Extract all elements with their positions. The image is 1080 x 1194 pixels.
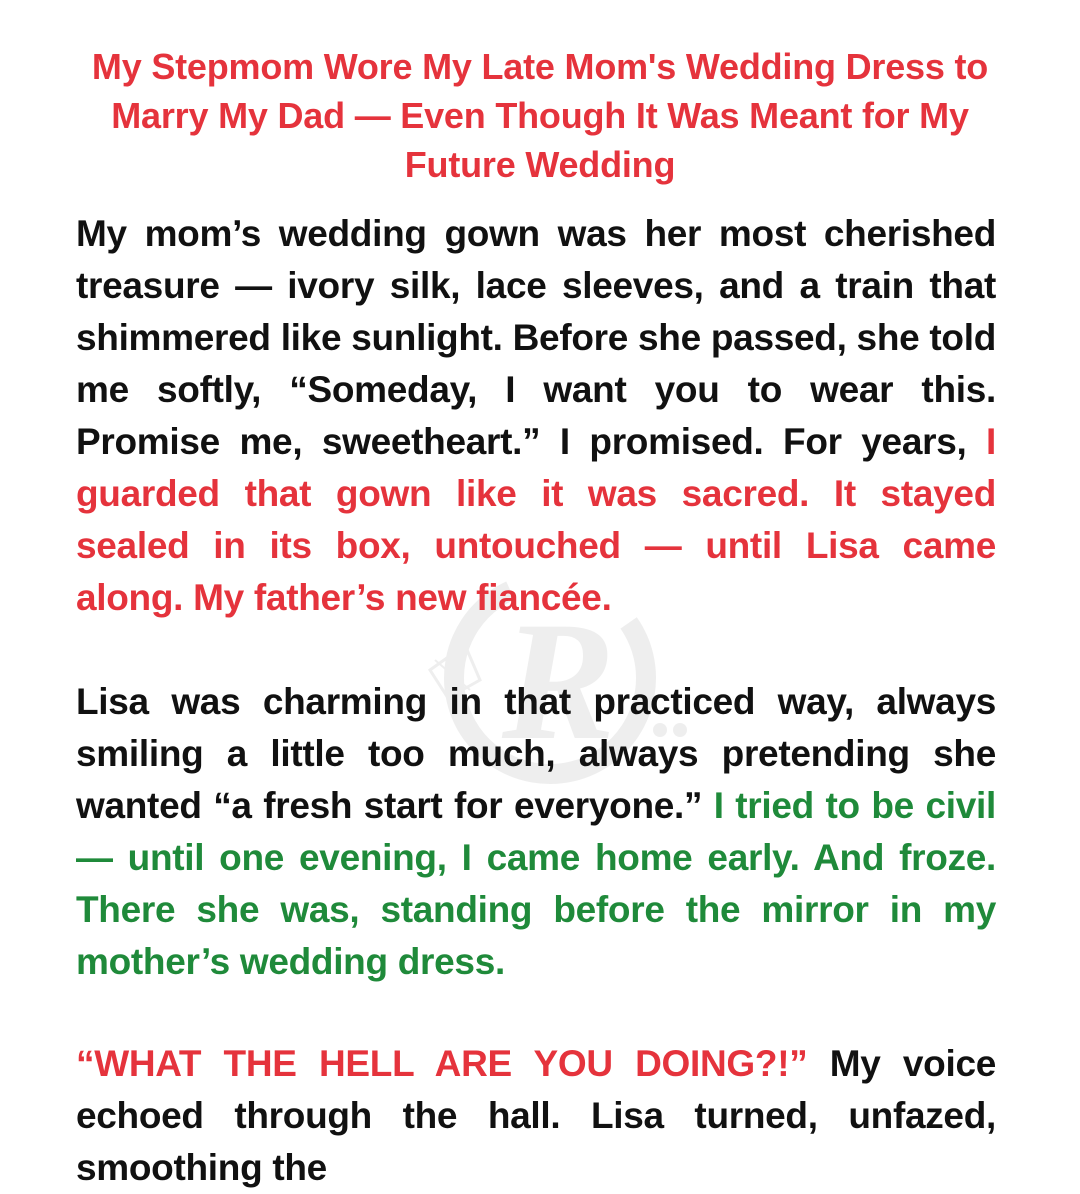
paragraph-2-highlight: I tried to be civil — until one evening, I came home early. And froze. There she was, standing before the mirror in my mother’s wedding dress. [76,785,996,982]
paragraph-3-text: My voice echoed through the hall. Lisa turned, unfazed, smoothing the [76,1043,996,1188]
paragraph-3 [76,1038,996,1194]
paragraph-2-text: Lisa was charming in that practiced way, always smiling a little too much, always pretending she wanted “a fresh start for everyone.” [76,681,996,826]
paragraph-3-highlight: “WHAT THE HELL ARE YOU DOING?!” [76,1043,808,1084]
paragraph-1-text: My mom’s wedding gown was her most cherished treasure — ivory silk, lace sleeves, and a train that shimmered like sunlight. Before she passed, she told me softly, “Someday, I want you to wear this. Promise me, sweetheart.” I promised. For years, [76,213,996,462]
article-title: My Stepmom Wore My Late Mom's Wedding Dress to Marry My Dad — Even Though It Was Meant for My Future Wedding [91,46,989,185]
paragraph-1-highlight: I guarded that gown like it was sacred. It stayed sealed in its box, untouched — until Lisa came along. My father’s new fiancée. [76,421,996,618]
logo-letter: R [502,587,616,775]
paragraph-1 [76,208,996,624]
paragraph-2 [76,676,996,988]
